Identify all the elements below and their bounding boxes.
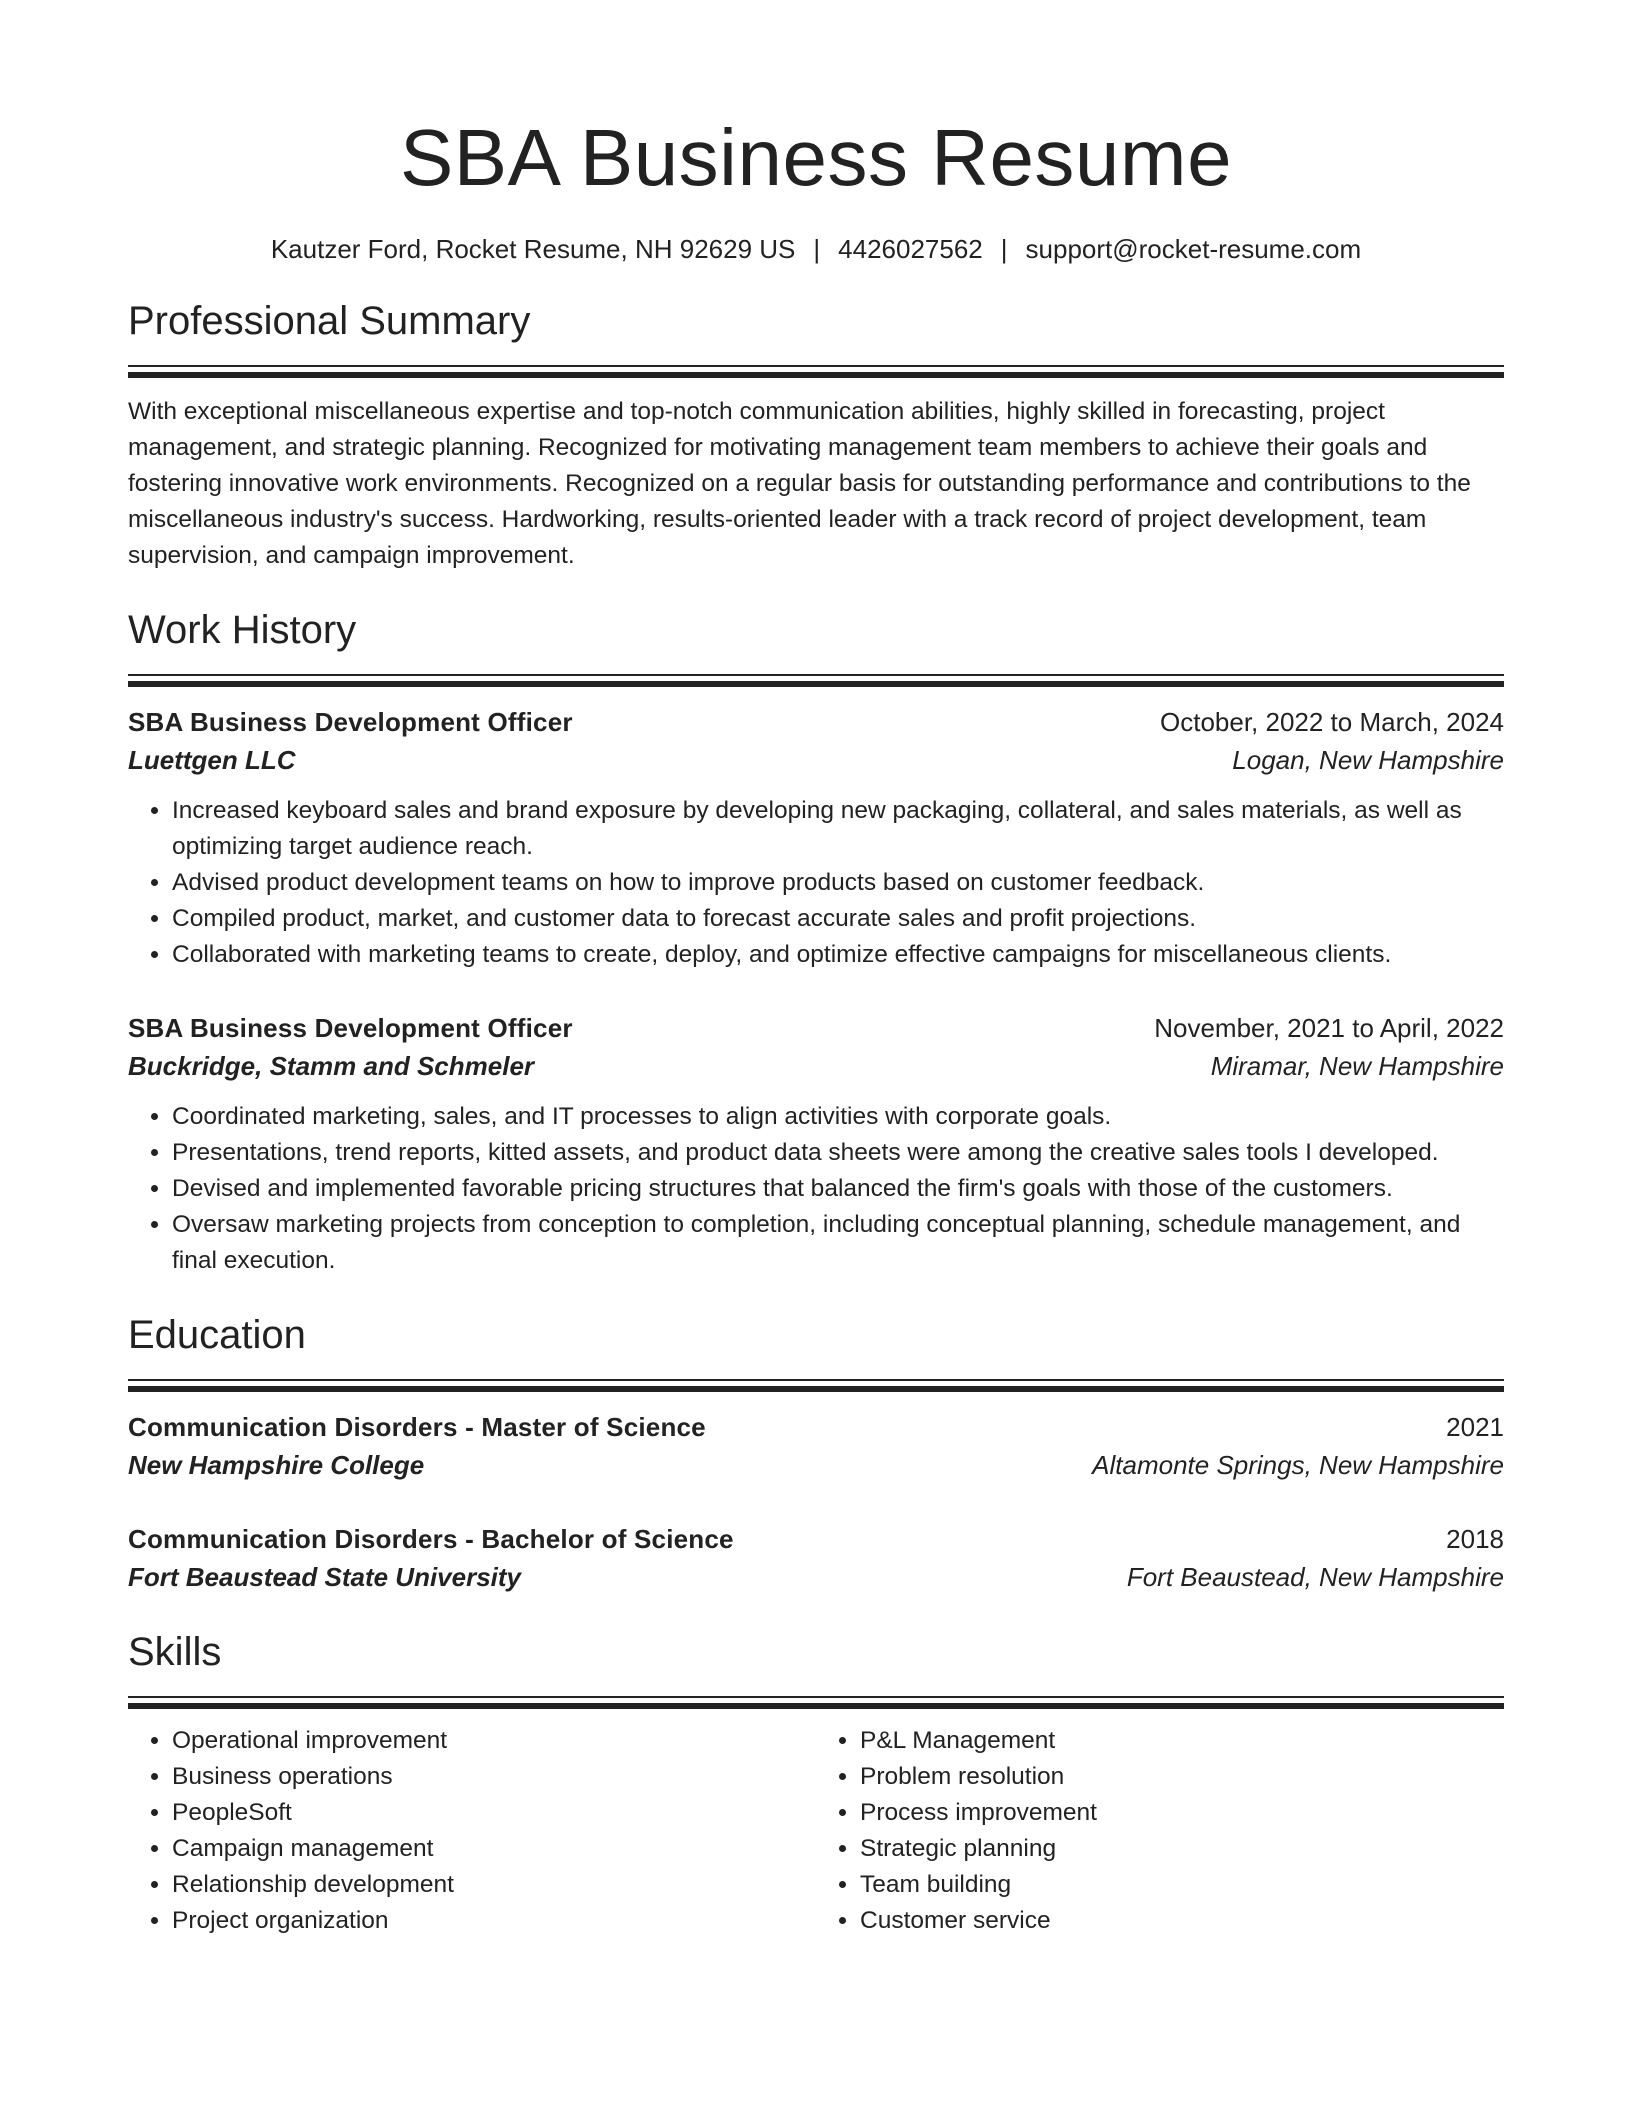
education-degree: Communication Disorders - Bachelor of Science — [128, 1524, 734, 1554]
education-year: 2021 — [1446, 1412, 1504, 1442]
education-section — [128, 1313, 1504, 1596]
resume-title: SBA Business Resume — [399, 113, 1233, 202]
job-role: SBA Business Development Officer — [128, 707, 573, 737]
skill-item: • Campaign management — [172, 1831, 816, 1867]
contact-phone: 4426027562 — [838, 234, 983, 264]
skill-item: • Business operations — [172, 1759, 816, 1795]
section-divider — [128, 1379, 1504, 1392]
job-bullet: • Devised and implemented favorable pricing structures that balanced the firm's goals with those of the customers. — [172, 1171, 1504, 1207]
skill-item: • Team building — [860, 1867, 1504, 1903]
job-bullet: • Increased keyboard sales and brand exposure by developing new packaging, collateral, and sales materials, as well as optimizing target audience reach. — [172, 793, 1504, 865]
skill-item: • PeopleSoft — [172, 1795, 816, 1831]
section-title-education: Education — [128, 1313, 306, 1357]
skill-item: • Strategic planning — [860, 1831, 1504, 1867]
education-location: Fort Beaustead, New Hampshire — [1126, 1562, 1504, 1592]
section-title-skills: Skills — [128, 1630, 222, 1674]
section-divider — [128, 365, 1504, 378]
contact-address: Kautzer Ford, Rocket Resume, NH 92629 US — [270, 234, 796, 264]
section-divider — [128, 674, 1504, 687]
job-bullets — [128, 1099, 1504, 1279]
education-year: 2018 — [1446, 1524, 1504, 1554]
job-location: Logan, New Hampshire — [1232, 745, 1504, 775]
education-school: New Hampshire College — [128, 1450, 425, 1480]
skill-item: • Relationship development — [172, 1867, 816, 1903]
education-degree: Communication Disorders - Master of Science — [128, 1412, 706, 1442]
job-location: Miramar, New Hampshire — [1210, 1051, 1504, 1081]
skill-item: • Process improvement — [860, 1795, 1504, 1831]
skills-column-left — [128, 1723, 816, 1939]
skill-item: • Problem resolution — [860, 1759, 1504, 1795]
contact-separator: | — [1000, 234, 1008, 264]
skill-item: • Project organization — [172, 1903, 816, 1939]
skills-column-right — [816, 1723, 1504, 1939]
job-company: Buckridge, Stamm and Schmeler — [128, 1051, 535, 1081]
job-dates: November, 2021 to April, 2022 — [1154, 1013, 1504, 1043]
job-bullet: • Collaborated with marketing teams to create, deploy, and optimize effective campaigns for miscellaneous clients. — [172, 937, 1504, 973]
job-bullet: • Compiled product, market, and customer data to forecast accurate sales and profit projections. — [172, 901, 1504, 937]
section-title-work-history: Work History — [128, 608, 357, 652]
job-dates: October, 2022 to March, 2024 — [1160, 707, 1504, 737]
skill-item: • Operational improvement — [172, 1723, 816, 1759]
skill-item: • Customer service — [860, 1903, 1504, 1939]
education-entry — [128, 1520, 1504, 1596]
skills-section — [128, 1630, 1504, 1939]
summary-text: With exceptional miscellaneous expertise and top-notch communication abilities, highly skilled in forecasting, project management, and strategic planning. Recognized for motivating management team members to achieve their goals and fostering innovative work environments. Recognized on a regular basis for outstanding performance and contributions to the miscellaneous industry's success. Hardworking, results-oriented leader with a track record of project development, team supervision, and campaign improvement. — [128, 398, 1471, 569]
education-location: Altamonte Springs, New Hampshire — [1092, 1450, 1504, 1480]
contact-separator: | — [813, 234, 821, 264]
summary-section — [128, 299, 1504, 574]
job-bullet: • Coordinated marketing, sales, and IT processes to align activities with corporate goals. — [172, 1099, 1504, 1135]
job-company: Luettgen LLC — [128, 745, 296, 775]
skills-grid — [128, 1723, 1504, 1939]
education-school: Fort Beaustead State University — [128, 1562, 522, 1592]
contact-email: support@rocket-resume.com — [1025, 234, 1362, 264]
skill-item: • P&L Management — [860, 1723, 1504, 1759]
job-entry — [128, 1009, 1504, 1279]
section-divider — [128, 1696, 1504, 1709]
education-entry — [128, 1408, 1504, 1484]
job-bullet: • Oversaw marketing projects from conception to completion, including conceptual planning, schedule management, and final execution. — [172, 1207, 1504, 1279]
job-entry — [128, 703, 1504, 973]
job-bullets — [128, 793, 1504, 973]
contact-line — [128, 234, 1504, 265]
work-history-section — [128, 608, 1504, 1279]
job-bullet: • Presentations, trend reports, kitted assets, and product data sheets were among the creative sales tools I developed. — [172, 1135, 1504, 1171]
job-bullet: • Advised product development teams on how to improve products based on customer feedback. — [172, 865, 1504, 901]
section-title-summary: Professional Summary — [128, 299, 531, 343]
job-role: SBA Business Development Officer — [128, 1013, 573, 1043]
